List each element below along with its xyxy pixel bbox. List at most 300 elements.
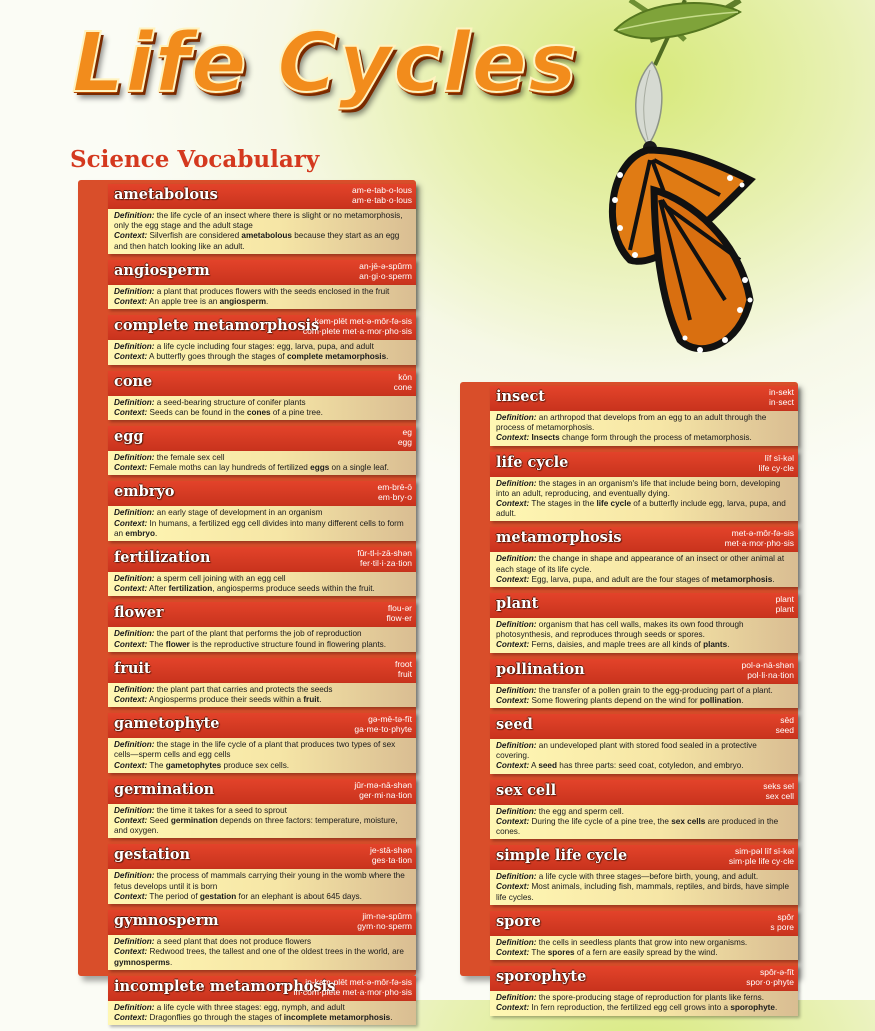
pronunciation-phonetic: em-brē-ō <box>377 482 412 493</box>
pronunciation <box>357 911 412 931</box>
definition-text: the time it takes for a seed to sprout <box>156 805 287 815</box>
context-label: Context: <box>114 760 148 770</box>
context-line <box>114 816 410 836</box>
context-label: Context: <box>114 407 148 417</box>
context-text-end: . <box>266 297 269 307</box>
vocab-word: insect <box>496 388 545 405</box>
vocab-header <box>108 371 416 396</box>
context-keyword: angiosperm <box>219 297 267 307</box>
pronunciation-phonetic: an-jē-ə-spûrm <box>359 260 412 271</box>
pronunciation-syllables: in·sect <box>768 397 794 407</box>
vocab-body <box>108 627 416 651</box>
pronunciation <box>746 967 794 987</box>
vocab-word: fruit <box>114 659 151 677</box>
context-keyword: gestation <box>199 891 237 901</box>
pronunciation-phonetic: spôr-ə-fīt <box>759 967 794 978</box>
context-text-end: of a pine tree. <box>270 407 323 417</box>
definition-text: a life cycle with three stages—before birth, young, and adult. <box>538 872 759 882</box>
vocab-entry <box>460 593 798 653</box>
definition-label: Definition: <box>114 453 155 463</box>
definition-line <box>114 871 410 891</box>
pronunciation <box>742 660 794 680</box>
context-text-start: Female moths can lay hundreds of fertilized <box>149 463 311 473</box>
context-text-start: Angiosperms produce their seeds within a <box>149 695 304 705</box>
definition-line <box>114 508 410 518</box>
vocab-body <box>108 738 416 773</box>
vocab-header <box>490 714 798 739</box>
definition-label: Definition: <box>114 397 155 407</box>
context-line <box>114 892 410 902</box>
context-text-start: Some flowering plants depend on the wind for <box>531 695 700 705</box>
pronunciation-phonetic: in-sekt <box>768 387 794 397</box>
definition-line <box>496 993 792 1003</box>
context-label: Context: <box>496 695 530 705</box>
definition-text: a seed-bearing structure of conifer plants <box>156 397 306 407</box>
pronunciation-phonetic: je-stā-shən <box>369 845 412 856</box>
pronunciation <box>776 594 794 614</box>
pronunciation-syllables: sex cell <box>765 790 794 801</box>
definition-line <box>496 741 792 761</box>
context-text-start: The stages in the <box>531 499 597 509</box>
definition-line <box>496 479 792 499</box>
definition-line <box>496 413 792 433</box>
context-text-start: Egg, larva, pupa, and adult are the four stages of <box>531 574 712 584</box>
vocab-word: sporophyte <box>496 968 587 986</box>
vocab-header <box>490 452 798 477</box>
vocab-header <box>490 386 798 411</box>
pronunciation-phonetic: jim-nə-spûrm <box>362 911 412 922</box>
vocab-header <box>108 602 416 627</box>
definition-label: Definition: <box>496 806 537 816</box>
vocab-body <box>108 285 416 309</box>
vocab-word: pollination <box>496 660 585 678</box>
pronunciation-phonetic: kəm-plēt met-ə-môr-fə-sis <box>314 316 412 327</box>
pronunciation-phonetic: seks sel <box>763 780 794 791</box>
context-keyword: pollination <box>699 695 742 705</box>
definition-line <box>496 554 792 574</box>
definition-label: Definition: <box>114 342 155 352</box>
definition-text: a seed plant that does not produce flowers <box>156 937 312 947</box>
pronunciation-phonetic: sēd <box>780 715 794 726</box>
context-line <box>496 696 792 706</box>
pronunciation-phonetic: gə-mē-tə-fīt <box>368 714 412 725</box>
vocab-word: spore <box>496 912 541 930</box>
context-line <box>114 695 410 705</box>
context-line <box>114 231 410 251</box>
vocab-word: incomplete metamorphosis <box>114 977 336 995</box>
vocab-body <box>108 396 416 420</box>
pronunciation <box>357 548 412 568</box>
context-line <box>114 584 410 594</box>
context-keyword: life cycle <box>596 499 632 509</box>
context-text-start: In humans, a fertilized egg cell divides into many different cells to form an <box>114 518 404 538</box>
vocab-entry <box>460 527 798 587</box>
vocab-word: life cycle <box>496 453 569 471</box>
context-text-start: During the life cycle of a pine tree, the <box>531 816 672 826</box>
context-keyword: seed <box>538 761 557 771</box>
vocab-body <box>108 804 416 839</box>
definition-text: the female sex cell <box>156 453 225 463</box>
context-label: Context: <box>114 352 148 362</box>
context-line <box>114 297 410 307</box>
pronunciation <box>303 316 412 336</box>
pronunciation-phonetic: met-ə-môr-fə-sis <box>731 528 794 539</box>
context-text-start: Most animals, including fish, mammals, reptiles, and birds, have simple life cycles. <box>496 882 790 902</box>
pronunciation-syllables: flow·er <box>386 613 412 624</box>
vocab-body <box>108 683 416 707</box>
definition-text: the life cycle of an insect where there is slight or no metamorphosis, only the egg stage and the adult stage <box>114 211 403 231</box>
context-line <box>114 352 410 362</box>
pronunciation-syllables: s pore <box>770 921 794 932</box>
vocab-word: plant <box>496 595 539 613</box>
vocab-entry <box>460 911 798 960</box>
pronunciation-phonetic: kōn <box>398 371 412 382</box>
definition-label: Definition: <box>114 805 155 815</box>
context-label: Context: <box>496 816 530 826</box>
definition-line <box>496 872 792 882</box>
context-keyword: gametophytes <box>165 760 222 770</box>
page-title: Life Cycles <box>72 16 578 111</box>
definition-label: Definition: <box>114 1002 155 1012</box>
definition-line <box>496 620 792 640</box>
context-text-end: produce sex cells. <box>221 760 290 770</box>
context-text-start: Ferns, daisies, and maple trees are all kinds of <box>531 640 704 650</box>
vocab-body <box>490 739 798 774</box>
context-label: Context: <box>114 463 148 473</box>
pronunciation-syllables: fruit <box>397 668 412 679</box>
context-text-start: The <box>531 948 548 958</box>
pronunciation <box>354 780 412 800</box>
context-text-end: . <box>774 1003 778 1013</box>
definition-text: the spore-producing stage of reproduction for plants like ferns. <box>538 993 765 1003</box>
context-line <box>496 499 792 519</box>
vocab-entry <box>78 779 416 839</box>
context-line <box>496 761 792 771</box>
context-text-start: After <box>149 584 169 594</box>
context-text-end: . <box>727 640 730 650</box>
definition-label: Definition: <box>114 211 155 220</box>
context-line <box>496 1003 792 1013</box>
definition-line <box>114 342 410 352</box>
pronunciation-syllables: plant <box>775 604 794 615</box>
vocab-word: embryo <box>114 483 175 501</box>
pronunciation-syllables: met·a·mor·pho·sis <box>724 538 794 549</box>
context-label: Context: <box>496 574 530 584</box>
definition-label: Definition: <box>496 685 537 695</box>
context-line <box>114 463 410 473</box>
definition-line <box>114 740 410 760</box>
context-line <box>496 882 792 902</box>
context-text-end: depends on three factors: temperature, moisture, and oxygen. <box>114 816 398 836</box>
definition-line <box>114 453 410 463</box>
vocab-header <box>108 426 416 451</box>
vocab-body <box>108 451 416 475</box>
context-label: Context: <box>496 1003 530 1013</box>
pronunciation-phonetic: am-e-tab-o-lous <box>352 185 412 195</box>
pronunciation-phonetic: pol-ə-nā-shən <box>741 659 794 670</box>
definition-line <box>114 806 410 816</box>
vocab-body <box>490 477 798 522</box>
pronunciation-syllables: ger·mi·na·tion <box>359 789 412 800</box>
vocab-header <box>108 713 416 738</box>
context-keyword: spores <box>547 948 575 958</box>
pronunciation <box>398 427 412 447</box>
definition-label: Definition: <box>114 684 155 694</box>
context-text-start: Seed <box>149 816 171 826</box>
vocab-entry <box>78 976 416 1025</box>
context-line <box>114 947 410 967</box>
definition-label: Definition: <box>114 508 155 518</box>
pronunciation-syllables: an·gi·o·sperm <box>359 270 412 281</box>
vocab-entry <box>78 547 416 596</box>
context-text-end: . <box>390 1012 393 1022</box>
context-label: Context: <box>114 639 148 649</box>
vocab-word: germination <box>114 780 215 798</box>
context-label: Context: <box>114 297 148 307</box>
pronunciation-phonetic: fûr-tl-i-zā-shən <box>357 548 412 559</box>
context-keyword: flower <box>165 639 190 649</box>
context-text-end: are produced in the cones. <box>496 816 779 837</box>
vocab-word: sex cell <box>496 781 557 799</box>
definition-label: Definition: <box>114 629 155 639</box>
vocab-entry <box>78 713 416 773</box>
pronunciation-syllables: ges·ta·tion <box>371 855 412 866</box>
vocab-header <box>108 260 416 285</box>
definition-text: the plant part that carries and protects the seeds <box>156 684 333 694</box>
context-text-end: on a single leaf. <box>329 463 389 473</box>
context-text-end: . <box>319 695 322 705</box>
context-keyword: eggs <box>310 463 330 473</box>
context-keyword: Insects <box>531 433 560 443</box>
context-keyword: fertilization <box>168 584 213 594</box>
vocab-body <box>490 936 798 960</box>
pronunciation-syllables: em·bry·o <box>377 492 412 503</box>
context-keyword: complete metamorphosis <box>286 352 387 362</box>
pronunciation <box>354 714 412 734</box>
context-text-start: A butterfly goes through the stages of <box>149 352 287 362</box>
vocab-header <box>108 481 416 506</box>
right-vocabulary-column <box>460 386 798 1022</box>
context-text-start: The <box>149 760 166 770</box>
vocab-entry <box>78 910 416 970</box>
vocab-header <box>108 844 416 869</box>
vocab-word: simple life cycle <box>496 847 628 865</box>
definition-label: Definition: <box>496 937 537 947</box>
pronunciation-phonetic: froot <box>394 658 412 669</box>
vocab-body <box>108 506 416 541</box>
butterfly-photo <box>590 0 875 380</box>
definition-label: Definition: <box>496 478 537 488</box>
definition-text: the stage in the life cycle of a plant that produces two types of sex cells—sperm cells and egg cells <box>114 740 396 760</box>
context-text-end: of a fern are easily spread by the wind. <box>574 948 718 958</box>
vocab-entry <box>460 780 798 840</box>
definition-line <box>114 685 410 695</box>
pronunciation-phonetic: flou-ər <box>387 603 412 614</box>
context-label: Context: <box>114 1012 148 1022</box>
context-label: Context: <box>496 761 530 771</box>
pronunciation <box>763 781 794 801</box>
context-line <box>496 640 792 650</box>
definition-text: an undeveloped plant with stored food sealed in a protective covering. <box>496 741 757 761</box>
pronunciation <box>725 528 794 548</box>
vocab-word: fertilization <box>114 549 211 567</box>
pronunciation <box>378 482 412 502</box>
pronunciation <box>370 845 412 865</box>
context-text-end: . <box>741 695 744 705</box>
definition-label: Definition: <box>114 740 155 750</box>
definition-label: Definition: <box>114 937 155 947</box>
vocab-body <box>490 991 798 1015</box>
definition-label: Definition: <box>114 286 155 296</box>
pronunciation <box>386 603 412 623</box>
vocab-entry <box>78 260 416 309</box>
vocab-word: gametophyte <box>114 715 220 733</box>
context-label: Context: <box>114 231 148 241</box>
pronunciation <box>359 261 412 281</box>
vocab-entry <box>78 602 416 651</box>
context-text-start: Seeds can be found in the <box>149 407 247 417</box>
context-line <box>114 519 410 539</box>
vocab-header <box>490 659 798 684</box>
context-text-end: , angiosperms produce seeds within the fruit. <box>212 584 375 594</box>
definition-line <box>114 398 410 408</box>
definition-text: the egg and sperm cell. <box>538 806 624 816</box>
pronunciation-phonetic: in-kəm-plēt met-ə-môr-fə-sis <box>305 976 412 987</box>
definition-label: Definition: <box>114 574 155 584</box>
vocab-word: metamorphosis <box>496 529 622 547</box>
context-label: Context: <box>114 891 148 901</box>
context-line <box>496 575 792 585</box>
pronunciation-syllables: seed <box>775 725 794 736</box>
vocab-header <box>490 911 798 936</box>
vocab-body <box>490 411 798 446</box>
pronunciation-syllables: in·com·plete met·a·mor·pho·sis <box>293 986 412 997</box>
definition-text: a life cycle with three stages: egg, nymph, and adult <box>156 1002 345 1012</box>
vocab-body <box>108 572 416 596</box>
definition-line <box>114 937 410 947</box>
context-line <box>496 817 792 837</box>
vocab-body <box>108 209 416 254</box>
pronunciation <box>394 372 412 392</box>
context-text-end: for an elephant is about 645 days. <box>236 891 362 901</box>
vocab-entry <box>78 426 416 475</box>
context-label: Context: <box>114 584 148 594</box>
pronunciation-phonetic: plant <box>775 594 794 605</box>
vocab-entry <box>78 184 416 254</box>
vocab-body <box>490 870 798 905</box>
vocab-entry <box>460 966 798 1015</box>
context-label: Context: <box>496 640 530 650</box>
definition-text: the transfer of a pollen grain to the egg-producing part of a plant. <box>538 685 773 695</box>
context-line <box>114 1013 410 1023</box>
vocab-body <box>490 618 798 653</box>
context-text-end: has three parts: seed coat, cotyledon, and embryo. <box>557 761 744 771</box>
vocab-body <box>108 869 416 904</box>
context-keyword: sex cells <box>671 816 706 826</box>
vocab-word: seed <box>496 716 533 734</box>
context-label: Context: <box>496 499 530 509</box>
vocab-entry <box>460 386 798 446</box>
context-keyword: fruit <box>303 695 320 705</box>
pronunciation-syllables: pol·li·na·tion <box>747 669 794 680</box>
pronunciation-phonetic: eg <box>402 427 412 438</box>
vocab-word: flower <box>114 604 164 622</box>
pronunciation <box>769 387 794 407</box>
context-keyword: plants <box>703 640 728 650</box>
vocab-entry <box>78 658 416 707</box>
context-text-start: Redwood trees, the tallest and one of the oldest trees in the world, are <box>149 947 404 957</box>
vocab-header <box>108 779 416 804</box>
pronunciation-syllables: egg <box>397 437 412 448</box>
vocab-header <box>108 315 416 340</box>
definition-text: an arthropod that develops from an egg to an adult through the process of metamorphosis. <box>496 413 767 433</box>
context-line <box>114 408 410 418</box>
vocab-word: angiosperm <box>114 261 210 279</box>
context-keyword: embryo <box>125 528 155 538</box>
context-text-start: A <box>531 761 539 771</box>
vocab-word: egg <box>114 428 144 446</box>
definition-line <box>114 1003 410 1013</box>
pronunciation-syllables: cone <box>393 381 412 392</box>
context-text-start: The period of <box>149 891 200 901</box>
vocab-body <box>108 340 416 364</box>
vocab-header <box>108 976 416 1001</box>
definition-label: Definition: <box>496 993 537 1003</box>
vocab-body <box>490 552 798 587</box>
pronunciation <box>352 185 412 205</box>
vocab-entry <box>460 452 798 522</box>
definition-text: the process of mammals carrying their young in the womb where the fetus develops until it is born <box>114 871 405 891</box>
context-keyword: germination <box>170 816 218 826</box>
definition-text: a sperm cell joining with an egg cell <box>156 574 286 584</box>
definition-text: organism that has cell walls, makes its own food through photosynthesis, and reproduces through seeds or spores. <box>496 620 744 640</box>
definition-text: the stages in an organism's life that include being born, developing into an adult, reproducing, and eventually dying. <box>496 478 781 498</box>
context-text-start: Dragonflies go through the stages of <box>149 1012 284 1022</box>
pronunciation-phonetic: sim-pəl līf sī-kəl <box>734 846 794 857</box>
context-label: Context: <box>496 882 530 892</box>
context-text-end: . <box>154 528 158 538</box>
context-text-end: . <box>169 957 173 967</box>
context-label: Context: <box>496 948 530 958</box>
definition-label: Definition: <box>496 620 537 630</box>
vocab-word: ametabolous <box>114 186 218 203</box>
context-text-end: . <box>386 352 389 362</box>
context-text-end: of a butterfly include egg, larva, pupa, and adult. <box>496 499 786 519</box>
context-line <box>114 640 410 650</box>
context-keyword: incomplete metamorphosis <box>283 1012 391 1022</box>
vocab-header <box>108 910 416 935</box>
vocab-body <box>490 805 798 840</box>
definition-label: Definition: <box>496 741 537 751</box>
pronunciation <box>759 453 794 473</box>
pronunciation-syllables: sim·ple life cy·cle <box>728 856 794 867</box>
vocab-header <box>490 845 798 870</box>
pronunciation-phonetic: līf sī-kəl <box>764 452 794 463</box>
pronunciation-phonetic: jûr-mə-nā-shən <box>354 779 412 790</box>
context-keyword: ametabolous <box>241 231 292 241</box>
context-text-start: An apple tree is an <box>149 297 220 307</box>
pronunciation <box>776 715 794 735</box>
pronunciation-syllables: ga·me·to·phyte <box>354 724 412 735</box>
pronunciation <box>770 912 794 932</box>
definition-line <box>496 938 792 948</box>
vocab-header <box>108 184 416 209</box>
context-text-start: In fern reproduction, the fertilized egg cell grows into a <box>531 1003 731 1013</box>
context-text-end: because they start as an egg and then hatch looking like an adult. <box>114 231 400 251</box>
vocab-body <box>490 684 798 708</box>
vocab-header <box>490 527 798 552</box>
definition-line <box>114 287 410 297</box>
